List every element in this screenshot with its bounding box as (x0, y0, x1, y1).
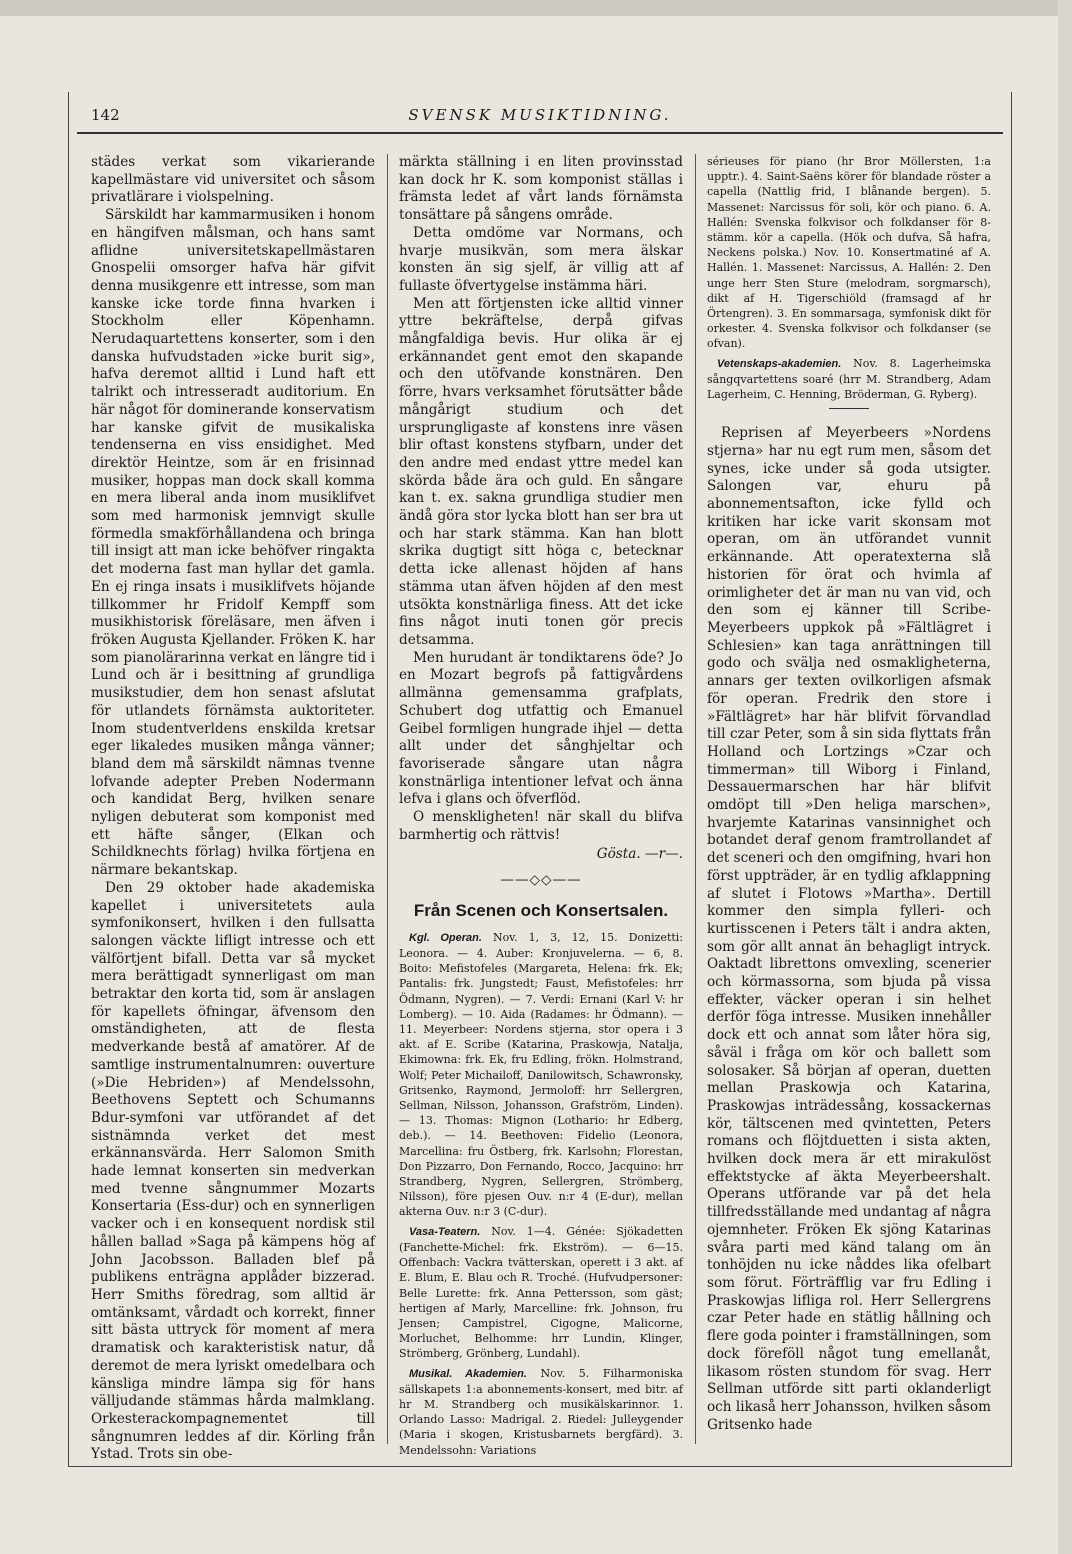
listing-text: Nov. 1—4. Génée: Sjökadetten (Fanchette-Michel: frk. Ekström). — 6—15. Offenbach: Vackra tvätterskan, operett i 3 akt. af E. Blum, E. Blau och R. Troché. (Hufvudpersoner: Belle Lurette: frk. Anna Pettersson, som gäst; hertigen af Marly, Marcelline: frk. Johnson, fru Jensen; Campistrel, Cigogne, Malicorne, Morluchet, Belhomme: hrr Lundin, Klinger, Strömberg, Grönberg, Lundahl). (399, 1224, 684, 1361)
column-3 (707, 154, 991, 1454)
page-number: 142 (91, 106, 120, 124)
paragraph: Men hurudant är tondiktarens öde? Jo en Mozart begrofs på fattigvårdens allmänna gemensamma grafplats, Schubert dog utfattig och Emanuel Geibel formligen hungrade ihjel — detta allt under det sånghjeltar och favoriserade sångare utan några konstnärliga intentioner lefvat och änna lefva i glans och öfverflöd. (399, 649, 683, 808)
listing-vetenskaps (707, 356, 991, 403)
listing-label: Vetenskaps-akademien. (717, 357, 842, 370)
header-rule (77, 132, 1003, 134)
listing-continued: sérieuses för piano (hr Bror Möllersten, 1:a upptr.). 4. Saint-Saëns körer för blandade röster a capella (Nattlig frid, I blånande bergen). 5. Massenet: Narcissus för soli, kör och piano. 6. A. Hallén: Svenska folkvisor och folkdanser för 8-stämm. kör a capella. (Hök och dufva, Så hafra, Neckens polska.) Nov. 10. Konsertmatiné af A. Hallén. 1. Massenet: Narcissus, A. Hallén: 2. Den unge herr Sten Sture (melodram, sorgmarsch), dikt af H. Tigerschiöld (framsagd af hr Örtengren). 3. En sommarsaga, symfonisk dikt för orkester. 4. Svenska folkvisor och folkdanser (se ofvan). (707, 155, 991, 351)
paragraph: Men att förtjensten icke alltid vinner yttre bekräftelse, derpå gifvas mångfaldiga bevis. Hur olika är ej erkännandet gent emot den skapande och den utöfvande konstnären. Den förre, hvars verksamhet förutsätter både mångårigt studium och det ursprungligaste af konstens inre väsen blir oftast konstens styfbarn, under det den andre med endast yttre medel kan skörda både ära och guld. En sångare kan t. ex. sakna grundliga studier men ändå göra stor lycka blott han ser bra ut och har stark stämma. Kan han blott skrika dugtigt sitt höga c, betecknar detta icke allenast höjden af hans stämma utan äfven höjden af den mest utsökta konstnärliga finess. Att det icke fins något inuti tonen gör precis detsamma. (399, 295, 683, 648)
paragraph: O menskligheten! när skall du blifva barmhertig och rättvis! (399, 809, 683, 843)
listing-text: Nov. 1, 3, 12, 15. Donizetti: Leonora. — 4. Auber: Kronjuvelerna. — 6, 8. Boito: Mefistofeles (Margareta, Helena: frk. Ek; Pantalis: frk. Jungstedt; Faust, Mefistofeles: hrr Ödmann, Nygren). — 7. Verdi: Ernani (Karl V: hr Lomberg). — 10. Aida (Radames: hr Ödmann). — 11. Meyerbeer: Nordens stjerna, stor opera i 3 akt. af E. Scribe (Katarina, Praskowja, Natalja, Ekimowna: frk. Ek, fru Edling, frökn. Holmstrand, Wolf; Peter Michailoff, Danilowitsch, Schawronsky, Gritsenko, Raymond, Jermoloff: hrr Sellergren, Sellman, Nilsson, Johansson, Grafström, Linden). — 13. Thomas: Mignon (Lothario: hr Edberg, deb.). — 14. Beethoven: Fidelio (Leonora, Marcellina: fru Östberg, frk. Karlsohn; Florestan, Don Pizzarro, Don Fernando, Rocco, Jacquino: hrr Strandberg, Nygren, Sellergren, Strömberg, Nilsson), före pjesen Ouv. n:r 4 (E-dur), mellan akterna Ouv. n:r 3 (C-dur). (399, 930, 684, 1219)
paragraph: märkta ställning i en liten provinsstad kan dock hr K. som komponist ställas i främsta ledet af vårt lands förnämsta tonsättare på sångens område. (399, 154, 683, 224)
paragraph: Reprisen af Meyerbeers »Nordens stjerna» har nu egt rum men, såsom det synes, icke under så goda utsigter. Salongen var, ehuru på abonnementsafton, icke fylld och kritiken har icke varit skonsam mot operan, om än utförandet vunnit erkännande. Att operatexterna slå historien för örat och hvimla af orimligheter det är man nu van vid, och den som ej känner till Scribe-Meyerbeers uppkok på »Fältlägret i Schlesien» kan taga anrättningen till godo och svälja ned osmakligheterna, annars ger texten ovilkorligen afsmak för operan. Fredrik den store i »Fältlägret» har här blifvit förvandlad till czar Peter, som å sin sida flyttats från Holland och Lortzings »Czar och timmerman» till Wiborg i Finland, Dessauermarschen har här blifvit omdöpt till »Den heliga marschen», hvarjemte Katarinas vansinnighet och botandet deraf genom framtrollandet af det sceneri och den omgifning, hvari hon först uppträder, är en tydlig afklappning af slutet i Flotows »Martha». Dertill kommer den simpla fylleri- och kurtisscenen i Peters tält i andra akten, som gör allt annat än behagligt intryck. Oaktadt librettons omvexling, scenerier och körmassorna, som bjuda på vissa effekter, väcker operan i sin helhet derför föga intresse. Musiken innehåller dock ett och annat som låter höra sig, såväl i fråga om kör och ballett som solosaker. Så början af operan, duetten mellan Praskowja och Katarina, Praskowjas inträdessång, kossackernas kör, tältscenen med qvintetten, Peters romans och flöjtduetten i sista akten, hvilken dock mera är ett mirakulöst effektstycke af äkta Meyerbeershalt. Operans utförande var på det hela tillfredsställande med undantag af några ojemnheter. Fröken Ek sjöng Katarinas svåra parti med känd talang om än tonhöjden nu icke nåddes lika ofelbart som förut. Förträfflig var fru Edling i Praskowjas lifliga rol. Herr Sellergrens czar Peter hade en stätlig hållning och flere goda pointer i framställningen, som dock föreföll något tung emellanåt, likasom rösten stundom för svag. Herr Sellman utförde sitt parti oklanderligt och likaså herr Johansson, hvilken såsom Gritsenko hade (707, 425, 991, 1433)
column-1 (91, 154, 375, 1463)
paragraph: Detta omdöme var Normans, och hvarje musikvän, som mera älskar konsten än sig sjelf, är villig att af fullaste öfvertygelse instämma häri. (399, 224, 683, 294)
listing-block (399, 930, 683, 1458)
column-divider-1 (387, 154, 388, 1444)
paragraph: städes verkat som vikarierande kapellmästare vid universitet och såsom privatlärare i violspelning. (91, 154, 375, 206)
listing-vasa (399, 1224, 683, 1362)
ornament-divider: ——◇◇—— (500, 872, 582, 889)
listing-akademien (399, 1366, 683, 1458)
column-divider-2 (695, 154, 696, 1444)
journal-title: SVENSK MUSIKTIDNING. (408, 106, 672, 124)
listing-label: Vasa-Teatern. (409, 1225, 481, 1238)
listing-block (707, 154, 991, 402)
scan-top-edge (0, 0, 1072, 16)
signature: Gösta. —r—. (596, 846, 683, 863)
listing-text: Nov. 5. Filharmoniska sällskapets 1:a abonnements-konsert, med bitr. af hr M. Strandberg och musikälskarinnor. 1. Orlando Lasso: Madrigal. 2. Riedel: Julleygender (Maria i skogen, Kristusbarnets bergfärd). 3. Mendelssohn: Variations (399, 1366, 683, 1457)
section-heading: Från Scenen och Konsertsalen. (413, 900, 669, 920)
paragraph: Den 29 oktober hade akademiska kapellet i universitetets aula symfonikonsert, hvilken i den fullsatta salongen väckte lifligt intresse och ett välförtjent bifall. Detta var så mycket mera berättigadt synnerligast om man betraktar den korta tid, som är anslagen för kapellets öfningar, äfvensom den omständigheten, att de flesta medverkande bestå af amatörer. Af de samtlige instrumentalnumren: ouverture (»Die Hebriden») af Mendelssohn, Beethovens Septett och Schumanns Bdur-symfoni var utförandet af det sistnämnda verket det mest erkännansvärda. Herr Salomon Smith hade lemnat konserten sin medverkan med tvenne sångnummer Mozarts Konsertaria (Ess-dur) och en synnerligen vacker och i en konsequent nordisk stil hållen ballad »Saga på kämpens hög af John Jacobsson. Balladen blef på publikens enträgna applåder bizzerad. Herr Smiths föredrag, som alltid är omtänksamt, vårdadt och korrekt, finner sitt bästa uttryck för moment af mera dramatisk och karakteristisk natur, då deremot de mera lyriskt omedelbara och känsliga mindre lämpa sig för hans välljudande stämmas hårda malmklang. Orkesterackompagnementet till sångnumren leddes af dir. Körling från Ystad. Trots sin obe- (91, 879, 375, 1463)
paragraph: Särskildt har kammarmusiken i honom en hängifven målsman, och hans samt aflidne universitetskapellmästaren Gnospelii omsorger hafva här gifvit denna musikgenre ett intresse, som man kanske icke torde finna hvarken i Stockholm eller Köpenhamn. Nerudaquartettens konserter, som i den danska hufvudstaden »icke burit sig», hafva deremot alltid i Lund haft ett talrikt och intresseradt auditorium. En här något för dominerande konservatism har kanske gifvit de musikaliska tendenserna en viss ensidighet. Med direktör Heintze, som är en frisinnad musiker, hoppas man dock skall komma en mera liberal anda inom musiklifvet som med harmonisk jemnvigt skulle förmedla smakförhållandena och bringa till insigt att man icke behöfver ringakta det moderna fast man hyllar det gamla. En ej ringa insats i musiklifvets höjande tillkommer hr Fridolf Kempff som musikhistorisk föreläsare, men äfven i fröken Augusta Kjellander. Fröken K. har som pianolärarinna verkat en längre tid i Lund och är i besittning af grundliga musikstudier, dem hon senast afslutat för utlandets förnämsta auktoriteter. Inom studentverldens enskilda kretsar eger likaledes musiken många vänner; bland dem må särskildt nämnas tvenne lofvande adepter Preben Nodermann och kandidat Berg, hvilken senare nyligen debuterat som komponist med ett häfte sånger, (Elkan och Schildknechts förlag) hvilka förtjena en närmare bekantskap. (91, 207, 375, 879)
listing-text: Nov. 8. Lagerheimska sångqvartettens soaré (hrr M. Strandberg, Adam Lagerheim, C. Henning, Bröderman, G. Ryberg). (707, 356, 991, 402)
short-rule (829, 408, 869, 409)
scan-right-edge (1058, 0, 1072, 1554)
column-2 (399, 154, 684, 1457)
listing-opera (399, 930, 683, 1220)
journal-page (68, 92, 1012, 1467)
listing-label: Musikal. Akademien. (409, 1367, 527, 1380)
listing-label: Kgl. Operan. (409, 931, 482, 944)
